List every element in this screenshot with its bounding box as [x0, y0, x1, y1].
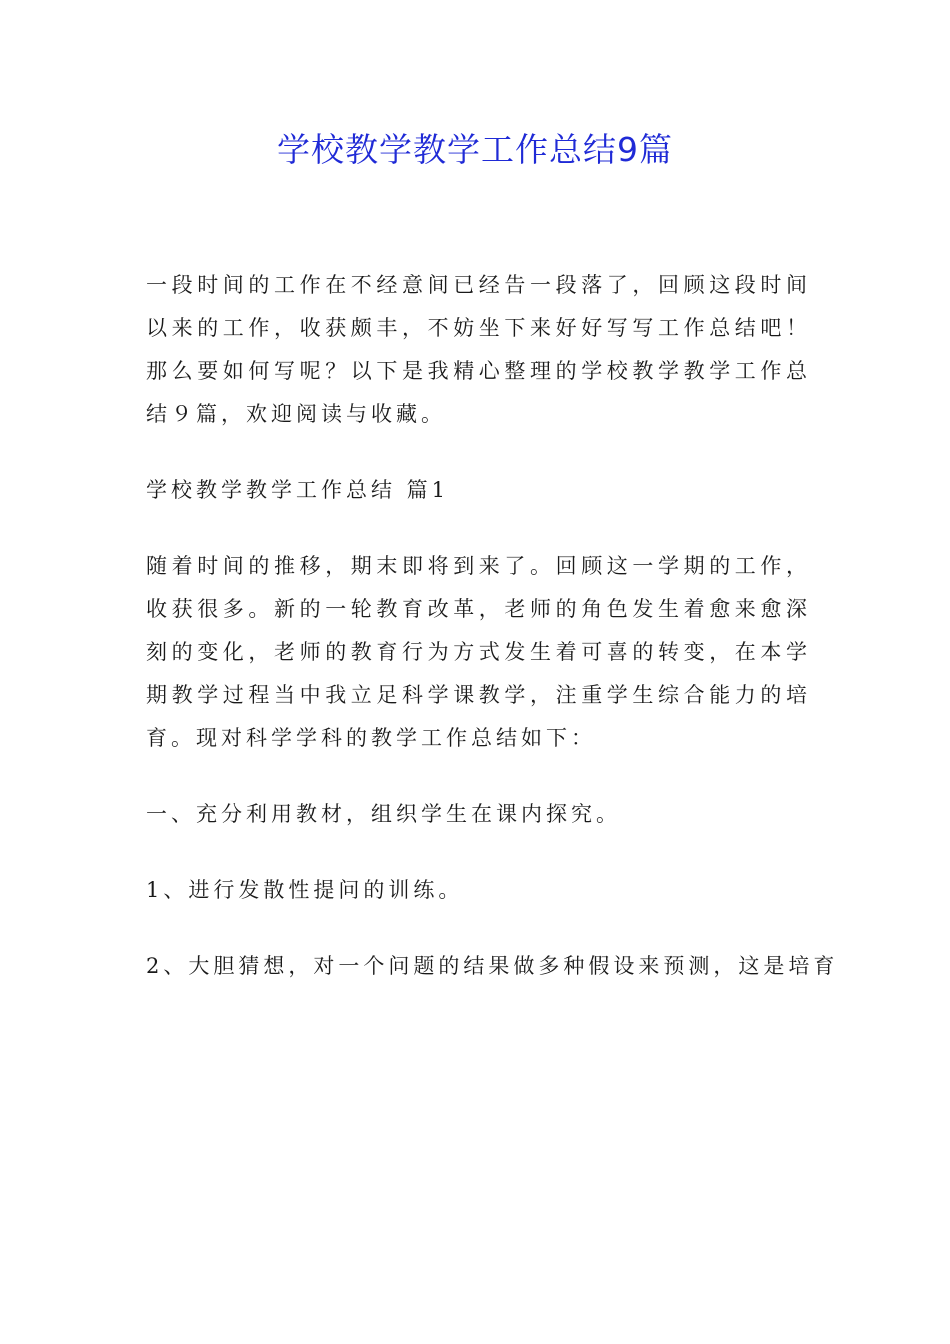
- list-item-1: 1、进行发散性提问的训练。: [146, 878, 464, 902]
- document-title: 学校教学教学工作总结9篇: [277, 130, 673, 169]
- point-one-heading: 一、充分利用教材，组织学生在课内探究。: [146, 802, 621, 826]
- section-heading: 学校教学教学工作总结 篇1: [146, 478, 450, 502]
- list-item-2: 2、大胆猜想，对一个问题的结果做多种假设来预测，这是培育: [146, 954, 839, 978]
- intro-paragraph: 一段时间的工作在不经意间已经告一段落了，回顾这段时间以来的工作，收获颇丰，不妨坐下来好好写写工作总结吧！那么要如何写呢？以下是我精心整理的学校教学教学工作总结９篇，欢迎阅读与收藏。: [146, 273, 811, 426]
- section-intro-paragraph: 随着时间的推移，期末即将到来了。回顾这一学期的工作，收获很多。新的一轮教育改革，老师的角色发生着愈来愈深刻的变化，老师的教育行为方式发生着可喜的转变，在本学期教学过程当中我立足科学课教学，注重学生综合能力的培育。现对科学学科的教学工作总结如下：: [146, 554, 811, 750]
- document-body: [146, 264, 839, 1021]
